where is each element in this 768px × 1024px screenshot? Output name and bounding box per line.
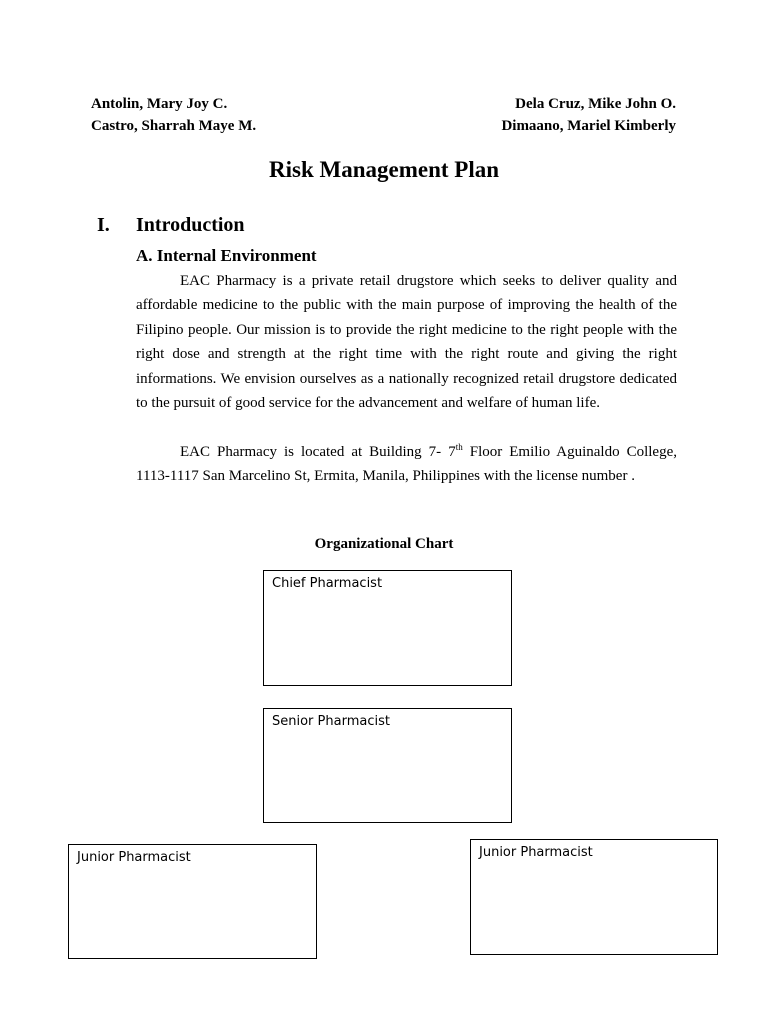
author-name: Dimaano, Mariel Kimberly: [501, 118, 676, 134]
org-box-label: Senior Pharmacist: [272, 714, 390, 729]
paragraph-location-text: EAC Pharmacy is located at Building 7- 7: [180, 444, 456, 460]
org-box-senior-pharmacist: [263, 708, 512, 823]
paragraph-location: [136, 440, 677, 489]
org-box-chief-pharmacist: [263, 570, 512, 686]
paragraph-location-text: Floor Emilio Aguinaldo College, 1113-1117 San Marcelino St, Ermita, Manila, Philippines with the license number .: [136, 444, 677, 485]
org-chart-heading: Organizational Chart: [314, 536, 454, 552]
org-box-junior-pharmacist: [470, 839, 718, 955]
org-box-label: Junior Pharmacist: [479, 845, 593, 860]
author-name: Castro, Sharrah Maye M.: [91, 118, 257, 134]
paragraph-mission: EAC Pharmacy is a private retail drugstore which seeks to deliver quality and affordable medicine to the public with the main purpose of improving the health of the Filipino people. Our mission is to provide the right medicine to the right people with the right dose and strength at the right time with the right route and giving the right informations. We envision ourselves as a nationally recognized retail drugstore dedicated to the pursuit of good service for the advancement and welfare of human life.: [136, 273, 677, 412]
org-box-label: Chief Pharmacist: [272, 576, 383, 591]
author-name: Dela Cruz, Mike John O.: [515, 96, 676, 112]
subsection-title: A. Internal Environment: [136, 246, 317, 265]
author-name: Antolin, Mary Joy C.: [91, 96, 228, 112]
section-number: I.: [97, 214, 110, 236]
ordinal-superscript: th: [455, 442, 463, 452]
org-box-label: Junior Pharmacist: [77, 850, 191, 865]
org-box-junior-pharmacist: [68, 844, 317, 959]
section-title: Introduction: [136, 214, 245, 236]
document-title: Risk Management Plan: [269, 157, 499, 182]
